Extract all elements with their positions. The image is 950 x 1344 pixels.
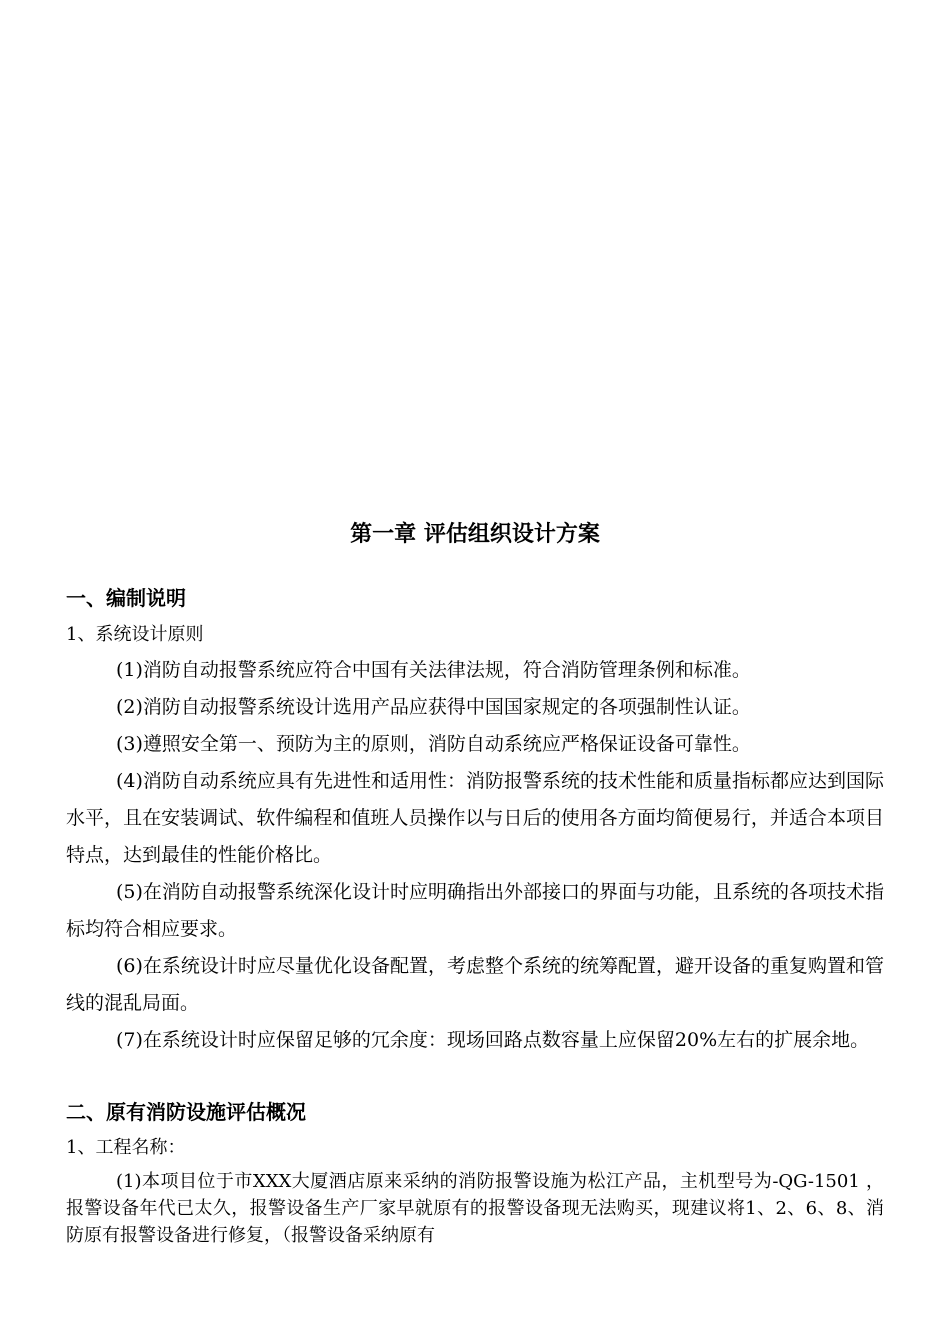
principle-item: (1)消防自动报警系统应符合中国有关法律法规，符合消防管理条例和标准。 (116, 659, 751, 681)
chapter-title: 第一章 评估组织设计方案 (350, 522, 600, 547)
principle-item: (4)消防自动系统应具有先进性和适用性：消防报警系统的技术性能和质量指标都应达到国际水平，且在安装调试、软件编程和值班人员操作以与日后的使用各方面均简便易行，并适合本项目特点，达到最佳的性能价格比。 (66, 770, 884, 866)
project-description: (1)本项目位于市XXX大厦酒店原来采纳的消防报警设施为松江产品，主机型号为-QG-1501 ，报警设备年代已太久，报警设备生产厂家早就原有的报警设备现无法购买，现建议将1、2、6、8、消防原有报警设备进行修复，（报警设备采纳原有 (66, 1171, 884, 1246)
principle-item: (6)在系统设计时应尽量优化设备配置，考虑整个系统的统筹配置，避开设备的重复购置和管线的混乱局面。 (66, 955, 884, 1014)
principle-item: (7)在系统设计时应保留足够的冗余度：现场回路点数容量上应保留20%左右的扩展余地。 (116, 1029, 870, 1051)
section-heading-existing-facilities: 二、原有消防设施评估概况 (66, 1100, 306, 1124)
principle-item: (2)消防自动报警系统设计选用产品应获得中国国家规定的各项强制性认证。 (116, 696, 751, 718)
principle-item: (5)在消防自动报警系统深化设计时应明确指出外部接口的界面与功能，且系统的各项技术指标均符合相应要求。 (66, 881, 884, 940)
subsection-heading-design-principles: 1、系统设计原则 (66, 624, 204, 645)
section-heading-compilation-notes: 一、编制说明 (66, 586, 186, 610)
principle-item: (3)遵照安全第一、预防为主的原则，消防自动系统应严格保证设备可靠性。 (116, 733, 751, 755)
subsection-heading-project-name: 1、工程名称： (66, 1137, 186, 1158)
